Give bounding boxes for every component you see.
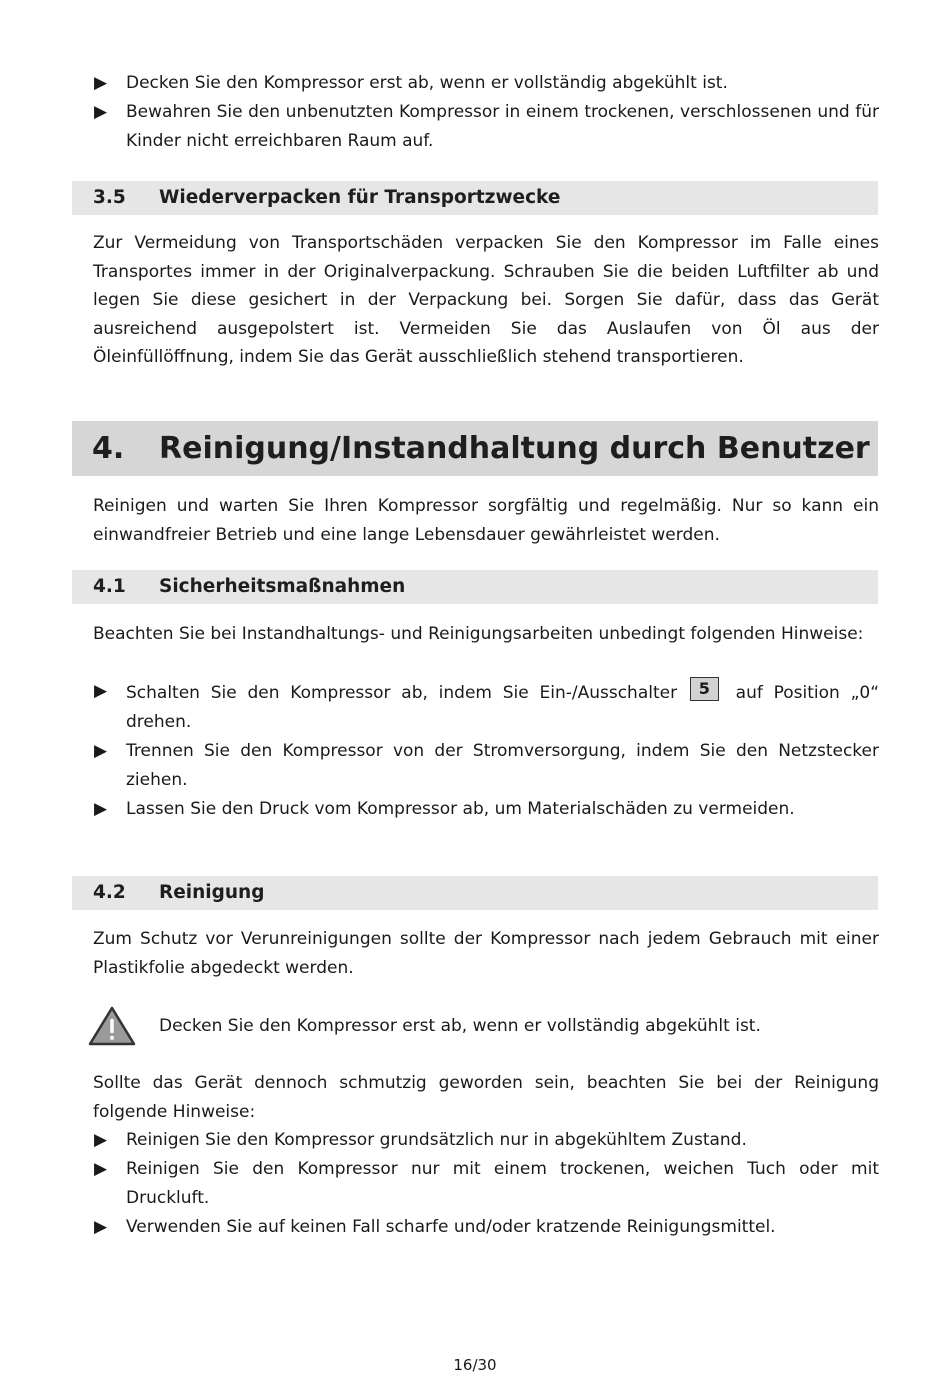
section-number: 4.2 xyxy=(93,882,126,903)
list-item: ▶ Schalten Sie den Kompressor ab, indem Sie Ein-/Ausschalter 5 auf Position „0“ drehen. xyxy=(94,679,880,732)
section-4-1-intro: Beachten Sie bei Instandhaltungs- und Reinigungsarbeiten unbedingt folgenden Hinweise: xyxy=(93,624,864,644)
section-title: Sicherheitsmaßnahmen xyxy=(159,576,406,597)
safety-bullet-list xyxy=(93,677,879,824)
bullet-arrow-icon: ▶ xyxy=(94,73,108,93)
chapter-4-intro: Reinigen und warten Sie Ihren Kompressor sorgfältig und regelmäßig. Nur so kann ein einwandfreier Betrieb und eine lange Lebensdauer gewährleistet werden. xyxy=(93,496,879,545)
list-item: ▶ Verwenden Sie auf keinen Fall scharfe und/oder kratzende Reinigungsmittel. xyxy=(93,1213,879,1242)
storage-bullet-list xyxy=(93,69,879,156)
bullet-arrow-icon: ▶ xyxy=(94,799,108,819)
section-4-2-after-warning: Sollte das Gerät dennoch schmutzig geworden sein, beachten Sie bei der Reinigung folgende Hinweise: xyxy=(93,1073,879,1122)
warning-triangle-icon xyxy=(88,1006,136,1046)
switch-reference-badge: 5 xyxy=(690,677,719,701)
bullet-arrow-icon: ▶ xyxy=(94,1159,108,1179)
list-item: ▶ Trennen Sie den Kompressor von der Stromversorgung, indem Sie den Netzstecker ziehen. xyxy=(93,737,879,795)
bullet-arrow-icon: ▶ xyxy=(94,102,108,122)
list-item: ▶ Lassen Sie den Druck vom Kompressor ab, um Materialschäden zu vermeiden. xyxy=(93,795,879,824)
warning-text: Decken Sie den Kompressor erst ab, wenn er vollständig abgekühlt ist. xyxy=(159,1016,761,1036)
page-number: 16/30 xyxy=(453,1356,497,1374)
bullet-arrow-icon: ▶ xyxy=(94,741,108,761)
bullet-arrow-icon: ▶ xyxy=(94,681,108,701)
section-number: 4.1 xyxy=(93,576,126,597)
list-item: ▶ Reinigen Sie den Kompressor nur mit einem trockenen, weichen Tuch oder mit Druckluft. xyxy=(93,1155,879,1213)
list-item: ▶ Decken Sie den Kompressor erst ab, wenn er vollständig abgekühlt ist. xyxy=(93,69,879,98)
section-title: Reinigung xyxy=(159,882,265,903)
cleaning-bullet-list xyxy=(93,1126,879,1242)
section-4-2-intro: Zum Schutz vor Verunreinigungen sollte der Kompressor nach jedem Gebrauch mit einer Plastikfolie abgedeckt werden. xyxy=(93,929,879,978)
bullet-arrow-icon: ▶ xyxy=(94,1217,108,1237)
section-number: 3.5 xyxy=(93,187,126,208)
chapter-heading-4 xyxy=(72,421,878,476)
list-item: ▶ Reinigen Sie den Kompressor grundsätzlich nur in abgekühltem Zustand. xyxy=(93,1126,879,1155)
section-title: Wiederverpacken für Transportzwecke xyxy=(159,187,561,208)
section-heading-4-1 xyxy=(72,570,878,604)
section-3-5-text: Zur Vermeidung von Transportschäden verpacken Sie den Kompressor im Falle eines Transportes immer in der Originalverpackung. Schrauben Sie die beiden Luftfilter ab und legen Sie diese gesichert in der Verpackung bei. Sorgen Sie dafür, dass das Gerät ausreichend ausgepolstert ist. Vermeiden Sie das Auslaufen von Öl aus der Öleinfüllöffnung, indem Sie das Gerät ausschließlich stehend transportieren. xyxy=(93,233,879,367)
list-item: ▶ Bewahren Sie den unbenutzten Kompressor in einem trockenen, verschlossenen und für Kinder nicht erreichbaren Raum auf. xyxy=(93,98,879,156)
bullet-arrow-icon: ▶ xyxy=(94,1130,108,1150)
chapter-title: Reinigung/Instandhaltung durch Benutzer xyxy=(159,431,870,466)
section-heading-4-2 xyxy=(72,876,878,910)
chapter-number: 4. xyxy=(92,431,125,466)
section-heading-3-5 xyxy=(72,181,878,215)
